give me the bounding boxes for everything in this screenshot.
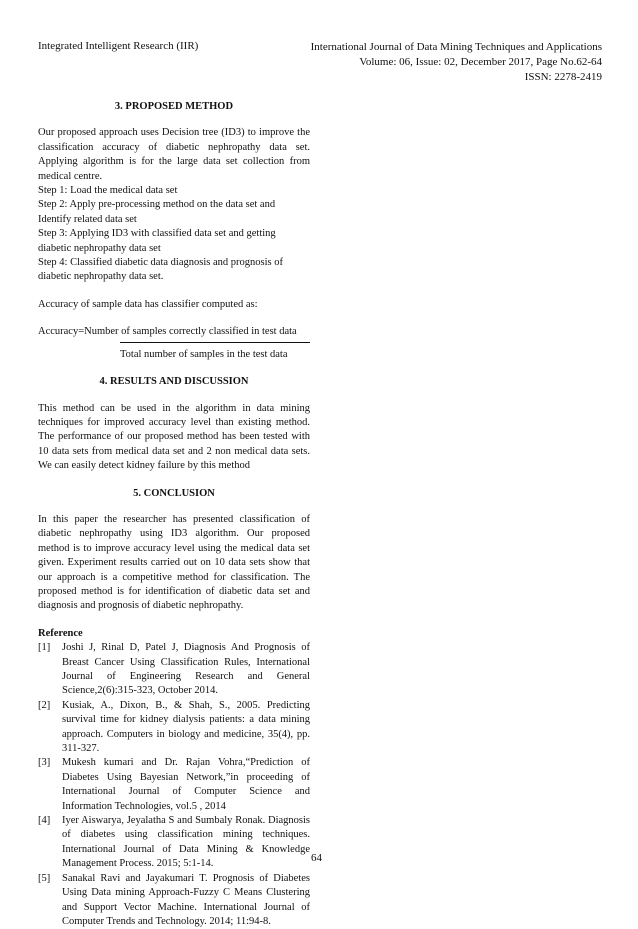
reference-item xyxy=(38,699,310,757)
reference-text: Mukesh kumari and Dr. Rajan Vohra,“Prediction of Diabetes Using Bayesian Network,”in proceeding of International Journal of Computer Science and Information Technologies, vol.5 , 2014 xyxy=(62,757,310,812)
references-heading: Reference xyxy=(38,627,83,639)
section-5-title: 5. CONCLUSION xyxy=(133,487,215,499)
step-2-line-1: Step 2: Apply pre-processing method on the data set and xyxy=(38,199,276,211)
journal-issn: ISSN: 2278-2419 xyxy=(524,71,602,83)
section-5-body: In this paper the researcher has presented classification of diabetic nephropathy using ID3 algorithm. Our proposed method is to improve accuracy level using the medical data set given. Experiment results carried out on 10 data sets show that our approach is a competitive method for classification. The proposed method is for identification of diabetic data set and diagnosis and prognosis of diabetic nephropathy. xyxy=(38,513,310,612)
reference-item xyxy=(38,872,310,929)
journal-publisher: Integrated Intelligent Research (IIR) xyxy=(38,40,199,52)
fraction-bar xyxy=(120,342,310,343)
journal-header xyxy=(311,40,602,85)
journal-title: International Journal of Data Mining Techniques and Applications xyxy=(310,41,602,53)
step-4-line-1: Step 4: Classified diabetic data diagnosis and prognosis of xyxy=(38,257,283,269)
reference-item xyxy=(38,756,310,814)
main-column xyxy=(38,100,310,929)
step-2-line-2: Identify related data set xyxy=(38,213,137,225)
reference-text: Iyer Aiswarya, Jeyalatha S and Sumbaly Ronak. Diagnosis of diabetes using classification mining techniques. International Journal of Data Mining & Knowledge Management Process. 2015; 5:1-14. xyxy=(62,815,310,870)
step-4-line-2: diabetic nephropathy data set. xyxy=(38,271,164,283)
formula-denominator: Total number of samples in the test data xyxy=(120,348,288,360)
section-4-body: This method can be used in the algorithm in data mining techniques for improved accuracy level than existing method. The performance of our proposed method has been tested with 10 data sets from medical data set and 2 non medical data sets. We can easily detect kidney failure by this method xyxy=(38,402,310,472)
reference-text: Kusiak, A., Dixon, B., & Shah, S., 2005. Predicting survival time for kidney dialysis patients: a data mining approach. Computers in biology and medicine, 35(4), pp. 311-327. xyxy=(62,699,310,755)
reference-number: [3] xyxy=(38,757,51,769)
step-3-line-1: Step 3: Applying ID3 with classified data set and getting xyxy=(38,228,276,240)
reference-number: [1] xyxy=(38,642,51,654)
page-number: 64 xyxy=(311,852,322,864)
accuracy-formula xyxy=(38,325,310,362)
accuracy-intro: Accuracy of sample data has classifier computed as: xyxy=(38,298,258,310)
section-4-title: 4. RESULTS AND DISCUSSION xyxy=(99,376,249,388)
reference-number: [2] xyxy=(38,699,51,711)
section-3-title: 3. PROPOSED METHOD xyxy=(114,101,234,112)
reference-text: Sanakal Ravi and Jayakumari T. Prognosis of Diabetes Using Data mining Approach-Fuzzy C Means Clustering and Support Vector Machine. International Journal of Computer Trends and Technology. 2014; 11:94-8. xyxy=(62,872,310,927)
reference-number: [4] xyxy=(38,815,51,827)
step-3-line-2: diabetic nephropathy data set xyxy=(38,242,161,254)
section-3-intro: Our proposed approach uses Decision tree (ID3) to improve the classification accuracy of diabetic nephropathy data set. Applying algorithm is for the large data set collection from medical centre. xyxy=(38,127,310,182)
step-1: Step 1: Load the medical data set xyxy=(38,185,178,197)
reference-text: Joshi J, Rinal D, Patel J, Diagnosis And Prognosis of Breast Cancer Using Classification Rules, International Journal of Engineering Research and General Science,2(6):315-323, October 2014. xyxy=(62,642,310,697)
reference-number: [5] xyxy=(38,872,51,884)
reference-item xyxy=(38,814,310,872)
formula-numerator: Accuracy=Number of samples correctly classified in test data xyxy=(38,326,297,338)
reference-item xyxy=(38,641,310,699)
journal-volume: Volume: 06, Issue: 02, December 2017, Page No.62-64 xyxy=(359,56,602,68)
